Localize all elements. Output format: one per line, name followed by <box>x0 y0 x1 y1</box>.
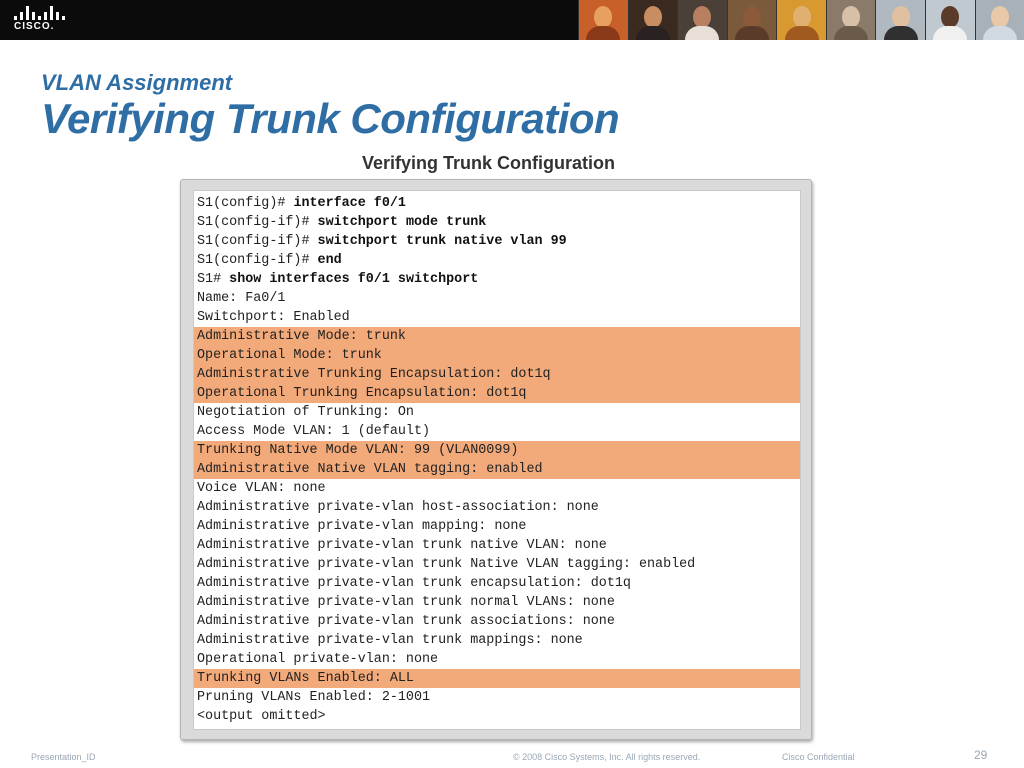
terminal-line <box>194 707 800 726</box>
terminal-text: Operational private-vlan: none <box>197 652 439 667</box>
page-number: 29 <box>974 748 988 762</box>
terminal-line <box>194 555 800 574</box>
photo-9 <box>975 0 1024 40</box>
photo-1 <box>578 0 628 40</box>
photo-4 <box>727 0 777 40</box>
terminal-line <box>194 612 800 631</box>
terminal-text: S1(config-if)# <box>197 215 318 230</box>
terminal-text: Pruning VLANs Enabled: 2-1001 <box>197 690 431 705</box>
terminal-line <box>194 574 800 593</box>
terminal-text: Administrative private-vlan trunk normal VLANs: none <box>197 595 615 610</box>
photo-8 <box>925 0 975 40</box>
header-bar <box>0 0 1024 40</box>
terminal-text: Name: Fa0/1 <box>197 291 286 306</box>
terminal-text: S1(config-if)# <box>197 234 318 249</box>
terminal-line-highlighted <box>194 441 800 460</box>
photo-2 <box>628 0 678 40</box>
terminal-line-highlighted <box>194 365 800 384</box>
terminal-text: Switchport: Enabled <box>197 310 350 325</box>
terminal-text: Administrative private-vlan trunk native VLAN: none <box>197 538 607 553</box>
terminal-text: Administrative private-vlan trunk associations: none <box>197 614 615 629</box>
terminal-line <box>194 194 800 213</box>
terminal-line-highlighted <box>194 460 800 479</box>
terminal-text: Negotiation of Trunking: On <box>197 405 414 420</box>
terminal-window <box>180 179 812 740</box>
photo-5 <box>776 0 826 40</box>
terminal-line-highlighted <box>194 346 800 365</box>
footer-copyright: © 2008 Cisco Systems, Inc. All rights reserved. <box>513 752 701 762</box>
terminal-line-highlighted <box>194 669 800 688</box>
terminal-line <box>194 498 800 517</box>
slide-subtitle: VLAN Assignment <box>41 70 233 95</box>
terminal-line <box>194 422 800 441</box>
terminal-line-highlighted <box>194 327 800 346</box>
photo-7 <box>875 0 925 40</box>
terminal-line <box>194 536 800 555</box>
photo-6 <box>826 0 876 40</box>
terminal-line <box>194 289 800 308</box>
terminal-text: Administrative Native VLAN tagging: enabled <box>197 462 543 477</box>
terminal-text: Administrative private-vlan trunk mappings: none <box>197 633 583 648</box>
terminal-command: interface f0/1 <box>293 196 406 211</box>
terminal-text: <output omitted> <box>197 709 326 724</box>
logo-text: CISCO. <box>14 21 55 32</box>
terminal-text: Administrative private-vlan host-association: none <box>197 500 599 515</box>
photo-3 <box>677 0 727 40</box>
terminal-text: Operational Mode: trunk <box>197 348 382 363</box>
terminal-text: Trunking Native Mode VLAN: 99 (VLAN0099) <box>197 443 519 458</box>
terminal-line <box>194 213 800 232</box>
terminal-command: switchport mode trunk <box>317 215 487 230</box>
terminal-text: Administrative private-vlan mapping: none <box>197 519 527 534</box>
cisco-logo <box>8 4 78 36</box>
terminal-text: Administrative Mode: trunk <box>197 329 406 344</box>
terminal-text: Administrative private-vlan trunk Native VLAN tagging: enabled <box>197 557 696 572</box>
terminal-line <box>194 251 800 270</box>
terminal-text: Trunking VLANs Enabled: ALL <box>197 671 414 686</box>
terminal-line <box>194 517 800 536</box>
terminal-text: S1(config)# <box>197 196 294 211</box>
terminal-line <box>194 593 800 612</box>
slide-title: Verifying Trunk Configuration <box>41 95 620 142</box>
terminal-line <box>194 270 800 289</box>
photo-strip <box>578 0 1024 40</box>
terminal-line <box>194 479 800 498</box>
figure-title: Verifying Trunk Configuration <box>362 153 616 173</box>
footer-confidential: Cisco Confidential <box>782 752 855 762</box>
terminal-text: Voice VLAN: none <box>197 481 326 496</box>
terminal-line <box>194 631 800 650</box>
terminal-text: Administrative Trunking Encapsulation: dot1q <box>197 367 551 382</box>
terminal-text: Access Mode VLAN: 1 (default) <box>197 424 431 439</box>
terminal-line <box>194 688 800 707</box>
terminal-line-highlighted <box>194 384 800 403</box>
cisco-bars-icon <box>14 6 66 20</box>
footer-presentation-id: Presentation_ID <box>31 752 96 762</box>
terminal-command: show interfaces f0/1 switchport <box>229 272 479 287</box>
terminal-line <box>194 650 800 669</box>
terminal-command: end <box>317 253 342 268</box>
terminal-line <box>194 403 800 422</box>
terminal-line <box>194 232 800 251</box>
terminal-line <box>194 308 800 327</box>
terminal-text: S1(config-if)# <box>197 253 318 268</box>
terminal-command: switchport trunk native vlan 99 <box>317 234 567 249</box>
terminal-text: S1# <box>197 272 230 287</box>
terminal-output <box>193 190 801 730</box>
terminal-text: Operational Trunking Encapsulation: dot1q <box>197 386 527 401</box>
terminal-text: Administrative private-vlan trunk encapsulation: dot1q <box>197 576 631 591</box>
